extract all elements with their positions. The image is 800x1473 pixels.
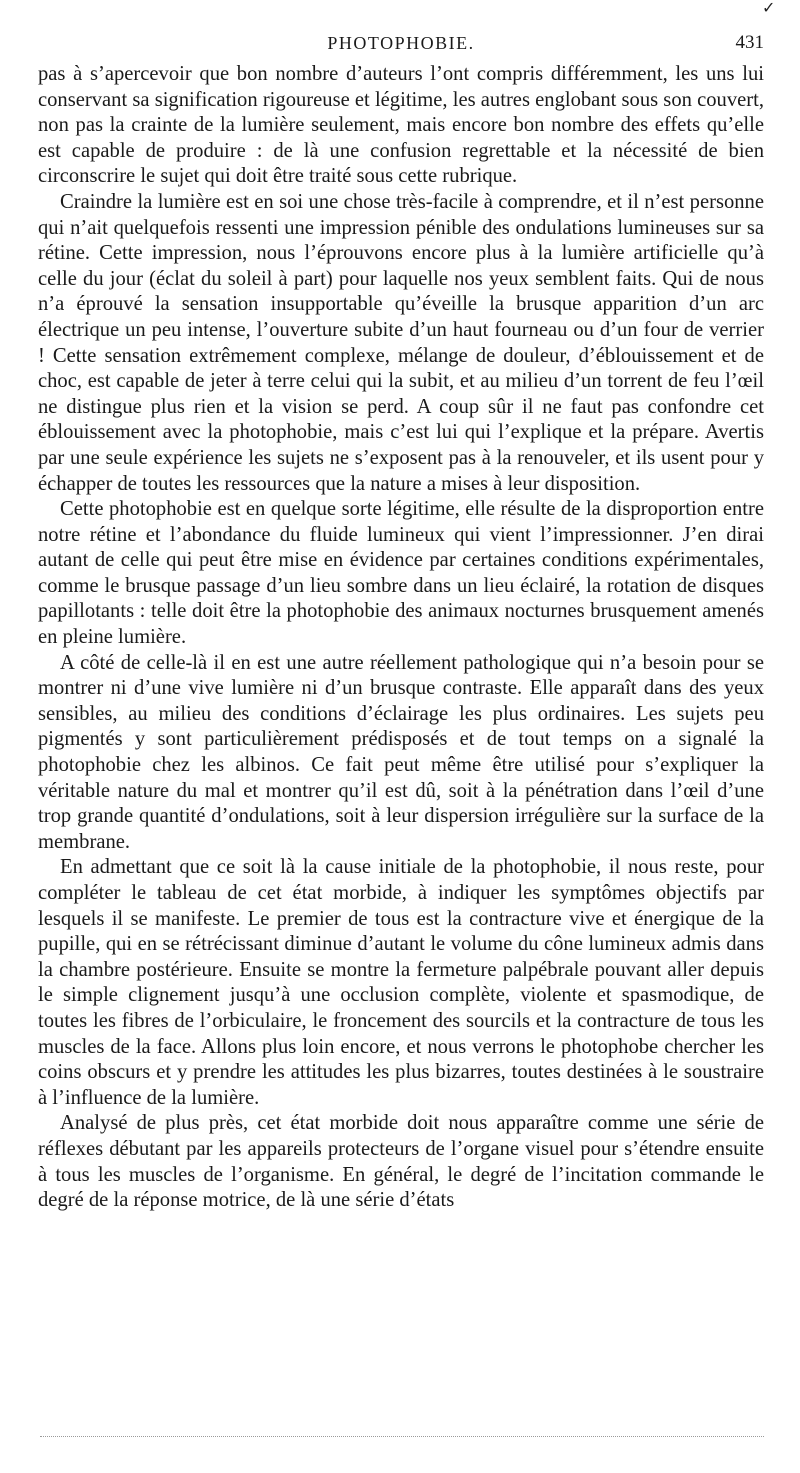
paragraph-1: pas à s’apercevoir que bon nombre d’auteurs l’ont compris différemment, les uns lui conservant sa signification rigoureuse et légitime, les autres englobant sous son couvert, non pas la crainte de la lumière seulement, mais encore bon nombre des effets qu’elle est capable de produire : de là une confusion regrettable et la nécessité de bien circonscrire le sujet qui doit être traité sous cette rubrique. [38,63,764,188]
paragraph-2: Craindre la lumière est en soi une chose très-facile à comprendre, et il n’est personne qui n’ait quelquefois ressenti une impression pénible des ondulations lumineuses sur sa rétine. Cette impression, nous l’éprouvons encore plus à la lumière artificielle qu’à celle du jour (éclat du soleil à part) pour laquelle nos yeux semblent faits. Qui de nous n’a éprouvé la sensation insupportable qu’éveille la brusque apparition d’un arc électrique un peu intense, l’ouverture subite d’un haut fourneau ou d’un four de verrier ! Cette sensation extrêmement complexe, mélange de douleur, d’éblouissement et de choc, est capable de jeter à terre celui qui la subit, et au milieu d’un torrent de feu l’œil ne distingue plus rien et la vision se perd. A coup sûr il ne faut pas confondre cet éblouissement avec la photophobie, mais c’est lui qui l’explique et la prépare. Avertis par une seule expérience les sujets ne s’exposent pas à la renouveler, et ils usent pour y échapper de toutes les ressources que la nature a mises à leur disposition. [38,190,764,495]
page-header [38,30,764,60]
body-text [38,62,764,1214]
paragraph-4: A côté de celle-là il en est une autre réellement pathologique qui n’a besoin pour se montrer ni d’une vive lumière ni d’un brusque contraste. Elle apparaît dans des yeux sensibles, au milieu des conditions d’éclairage les plus ordinaires. Les sujets peu pigmentés y sont particulièrement prédisposés et de tout temps on a signalé la photophobie chez les albinos. Ce fait peut même être utilisé pour s’expliquer la véritable nature du mal et montrer qu’il est dû, soit à la pénétration dans l’œil d’une trop grande quantité d’ondulations, soit à leur dispersion irrégulière sur la surface de la membrane. [38,651,764,853]
paragraph-6: Analysé de plus près, cet état morbide doit nous apparaître comme une série de réflexes débutant par les appareils protecteurs de l’organe visuel pour s’étendre ensuite à tous les muscles de l’organisme. En général, le degré de l’incitation commande le degré de la réponse motrice, de là une série d’états [38,1112,764,1212]
footer-dotted-rule [40,1436,764,1437]
check-mark-icon: ✓ [762,0,776,17]
page-number: 431 [735,32,764,53]
paragraph-3: Cette photophobie est en quelque sorte légitime, elle résulte de la disproportion entre notre rétine et l’abondance du fluide lumineux qui vient l’impressionner. J’en dirai autant de celle qui peut être mise en évidence par certaines conditions expérimentales, comme le brusque passage d’un lieu sombre dans un lieu éclairé, la rotation de disques papillotants : telle doit être la photophobie des animaux nocturnes brusquement amenés en pleine lumière. [38,498,764,649]
running-title: PHOTOPHOBIE. [327,33,475,53]
paragraph-5: En admettant que ce soit là la cause initiale de la photophobie, il nous reste, pour compléter le tableau de cet état morbide, à indiquer les symptômes objectifs par lesquels il se manifeste. Le premier de tous est la contracture vive et énergique de la pupille, qui en se rétrécissant diminue d’autant le volume du cône lumineux admis dans la chambre postérieure. Ensuite se montre la fermeture palpébrale pouvant aller depuis le simple clignement jusqu’à une occlusion complète, violente et spasmodique, de toutes les fibres de l’orbiculaire, le froncement des sourcils et la contracture de tous les muscles de la face. Allons plus loin encore, et nous verrons le photophobe chercher les coins obscurs et y prendre les attitudes les plus bizarres, toutes destinées à le soustraire à l’influence de la lumière. [38,856,764,1109]
